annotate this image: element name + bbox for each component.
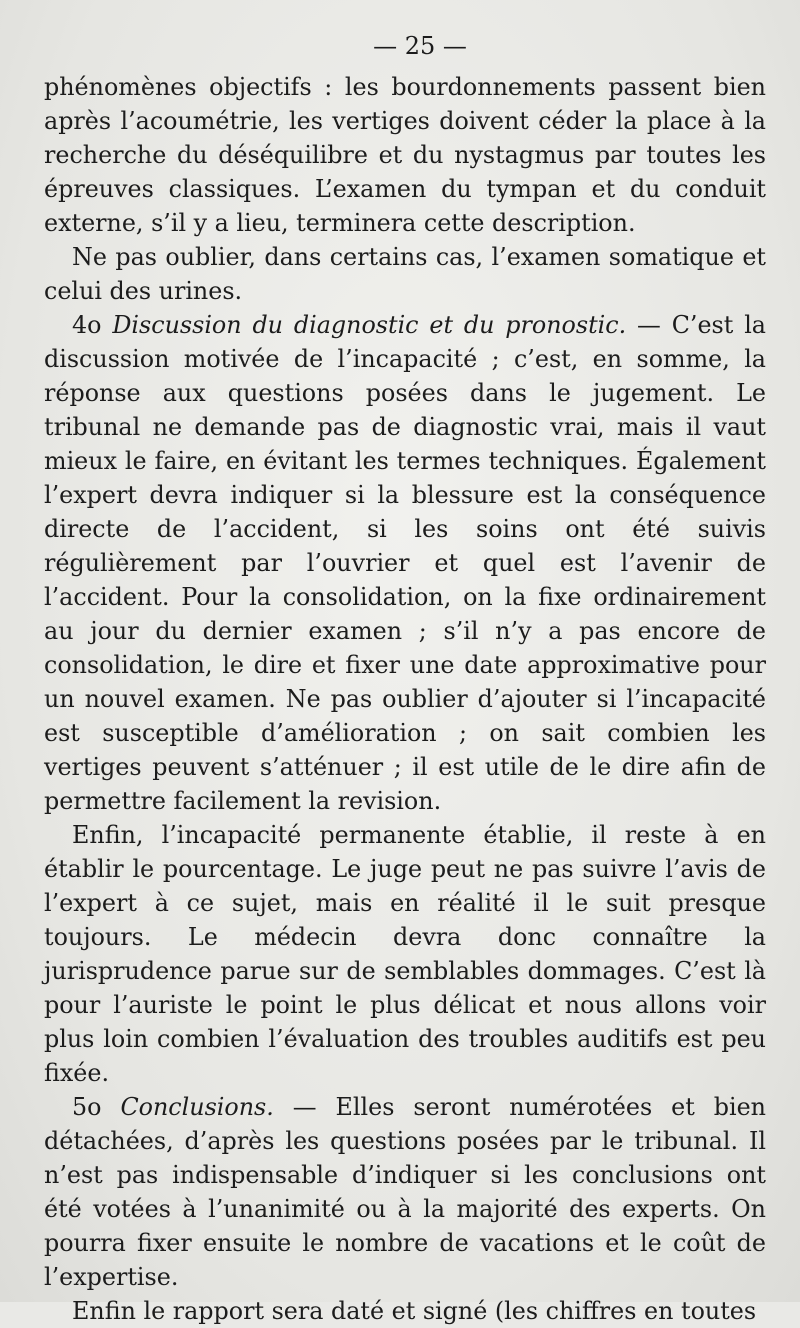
section-body: — Elles seront numérotées et bien détachées, d’après les questions posées par le tribunal. Il n’est pas indispensable d’indiquer si les conclusions ont été votées à l’unanimité ou à la majorité des experts. On pourra fixer ensuite le nombre de vacations et le coût de l’expertise.: [44, 1093, 766, 1291]
paragraph-examen-somatique: Ne pas oublier, dans certains cas, l’examen somatique et celui des urines.: [44, 243, 766, 305]
section-title: Discussion du diagnostic et du pronostic.: [112, 311, 627, 339]
section-title: Conclusions.: [120, 1093, 274, 1121]
section-number: 4o: [72, 311, 113, 339]
section-number: 5o: [72, 1093, 121, 1121]
paragraph-pourcentage: Enfin, l’incapacité permanente établie, il reste à en établir le pourcentage. Le juge peut ne pas suivre l’avis de l’expert à ce sujet, mais en réalité il le suit presque toujours. Le médecin devra donc connaître la jurisprudence parue sur de semblables dommages. C’est là pour l’auriste le point le plus délicat et nous allons voir plus loin combien l’évaluation des troubles auditifs est peu fixée.: [44, 821, 766, 1087]
section-body: — C’est la discussion motivée de l’incapacité ; c’est, en somme, la réponse aux questions posées dans le jugement. Le tribunal ne demande pas de diagnostic vrai, mais il vaut mieux le faire, en évitant les termes techniques. Également l’expert devra indiquer si la blessure est la conséquence directe de l’accident, si les soins ont été suivis régulièrement par l’ouvrier et quel est l’avenir de l’accident. Pour la consolidation, on la fixe ordinairement au jour du dernier examen ; s’il n’y a pas encore de consolidation, le dire et fixer une date approximative pour un nouvel examen. Ne pas oublier d’ajouter si l’incapacité est susceptible d’amélioration ; on sait combien les vertiges peuvent s’atténuer ; il est utile de le dire afin de permettre facilement la revision.: [44, 311, 766, 815]
paragraph-conclusions: [44, 1090, 766, 1294]
page-number: — 25 —: [373, 32, 467, 60]
paragraph-signature-start: Enfin le rapport sera daté et signé (les chiffres en toutes: [72, 1297, 757, 1325]
paragraph-discussion: [44, 308, 766, 818]
paragraph-continuation: phénomènes objectifs : les bourdonnements passent bien après l’acoumétrie, les vertiges doivent céder la place à la recherche du déséquilibre et du nystagmus par toutes les épreuves classiques. L’examen du tympan et du conduit externe, s’il y a lieu, terminera cette description.: [44, 73, 766, 237]
